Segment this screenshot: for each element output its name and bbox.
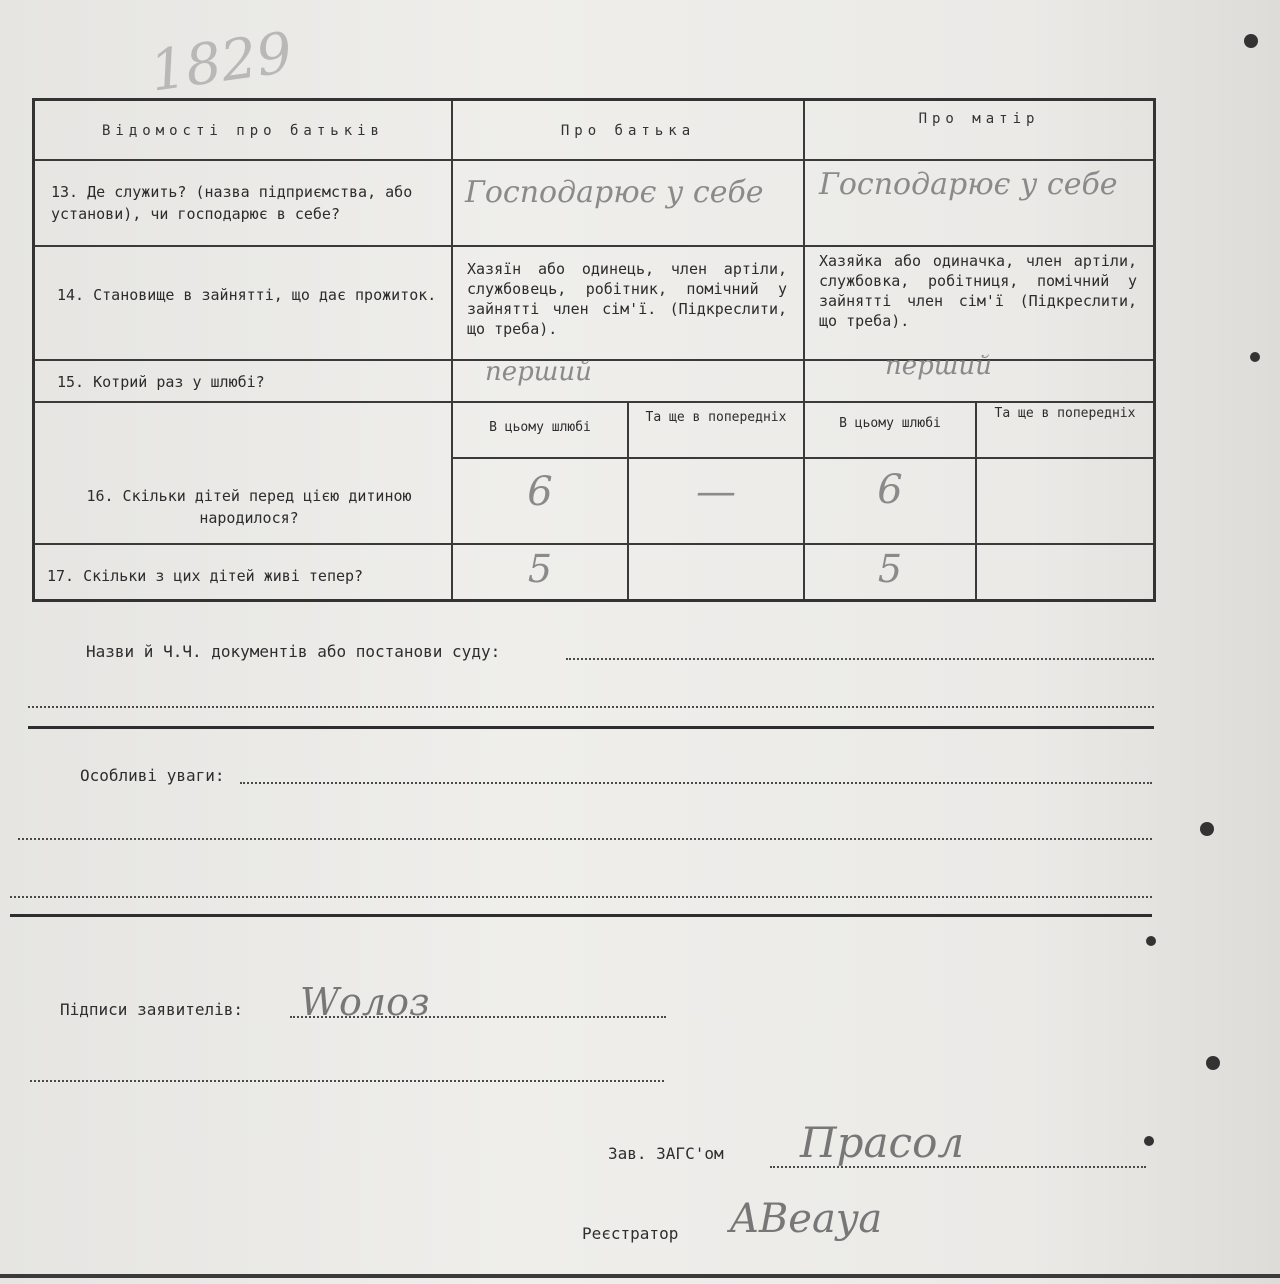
binding-hole-mark [1250,352,1260,362]
row-divider [35,245,1153,247]
head-zags-dotted-line [770,1166,1146,1168]
applicants-label: Підписи заявителів: [60,1000,244,1019]
q17-father-this-value: 5 [527,547,553,591]
notes-dotted-line-2 [18,838,1152,840]
section-rule [28,726,1154,729]
question-14-label: 14. Становище в зайнятті, що дає прожиток. [57,286,437,304]
subheader-father-this-marriage: В цьому шлюбі [489,420,591,435]
q14-mother-options: Хазяйка або одиначка, член артіли, службовка, робітниця, помічний у зайнятті член сім'ї (Підкреслити, що треба). [819,252,1137,330]
column-divider [627,401,629,599]
applicants-dotted-line [290,1016,666,1018]
q15-mother-answer: перший [885,351,992,381]
subheader-mother-previous: Та ще в попередніх [994,406,1136,421]
notes-label: Особливі уваги: [80,766,225,785]
section-rule [10,914,1152,917]
row-divider [35,401,1153,403]
subheader-mother-this-marriage: В цьому шлюбі [839,416,941,431]
applicants-dotted-line-2 [30,1080,664,1082]
page-bottom-edge [0,1274,1280,1278]
documents-label: Назви й Ч.Ч. документів або постанови суду: [86,642,501,661]
applicant-signature: Wолоз [300,980,430,1024]
header-mother: Про матір [918,111,1040,127]
question-17-label: 17. Скільки з цих дітей живі тепер? [47,567,364,585]
q16-father-this-value: 6 [527,469,553,515]
q15-father-answer: перший [485,357,592,387]
column-divider [803,101,805,599]
q14-father-options: Хазяїн або одинець, член артіли, службовець, робітник, помічний у зайнятті член сім'ї. (Підкреслити, що треба). [467,260,787,338]
column-divider [975,401,977,599]
row-divider [35,543,1153,545]
registrar-label: Реєстратор [582,1224,679,1243]
documents-dotted-line [566,658,1154,660]
binding-hole-mark [1144,1136,1154,1146]
q13-mother-answer: Господарює у себе [819,167,1118,202]
row-divider [451,457,1153,459]
header-father: Про батька [560,123,696,139]
pencil-archive-mark: 1829 [146,20,297,105]
notes-dotted-line-3 [10,896,1152,898]
q17-mother-this-value: 5 [877,547,903,591]
head-zags-signature: Прасол [800,1118,965,1167]
notes-dotted-line [240,782,1152,784]
q13-father-answer: Господарює у себе [465,175,764,210]
q16-mother-this-value: 6 [877,467,903,513]
binding-hole-mark [1146,936,1156,946]
head-zags-label: Зав. ЗАГС'ом [608,1144,724,1163]
parents-info-table [32,98,1156,602]
binding-hole-mark [1200,822,1214,836]
registrar-signature: ABeaya [730,1196,883,1242]
documents-dotted-line-2 [28,706,1154,708]
question-13-label: 13. Де служить? (назва підприємства, або установи), чи господарює в себе? [51,183,413,223]
question-16-label: 16. Скільки дітей перед цією дитиною народилося? [86,487,412,527]
question-15-label: 15. Котрий раз у шлюбі? [57,373,265,391]
row-divider [35,159,1153,161]
binding-hole-mark [1244,34,1258,48]
column-divider [451,101,453,599]
subheader-father-previous: Та ще в попередніх [645,410,787,425]
q16-father-previous-value: — [696,469,736,515]
header-info: Відомості про батьків [101,123,384,139]
binding-hole-mark [1206,1056,1220,1070]
